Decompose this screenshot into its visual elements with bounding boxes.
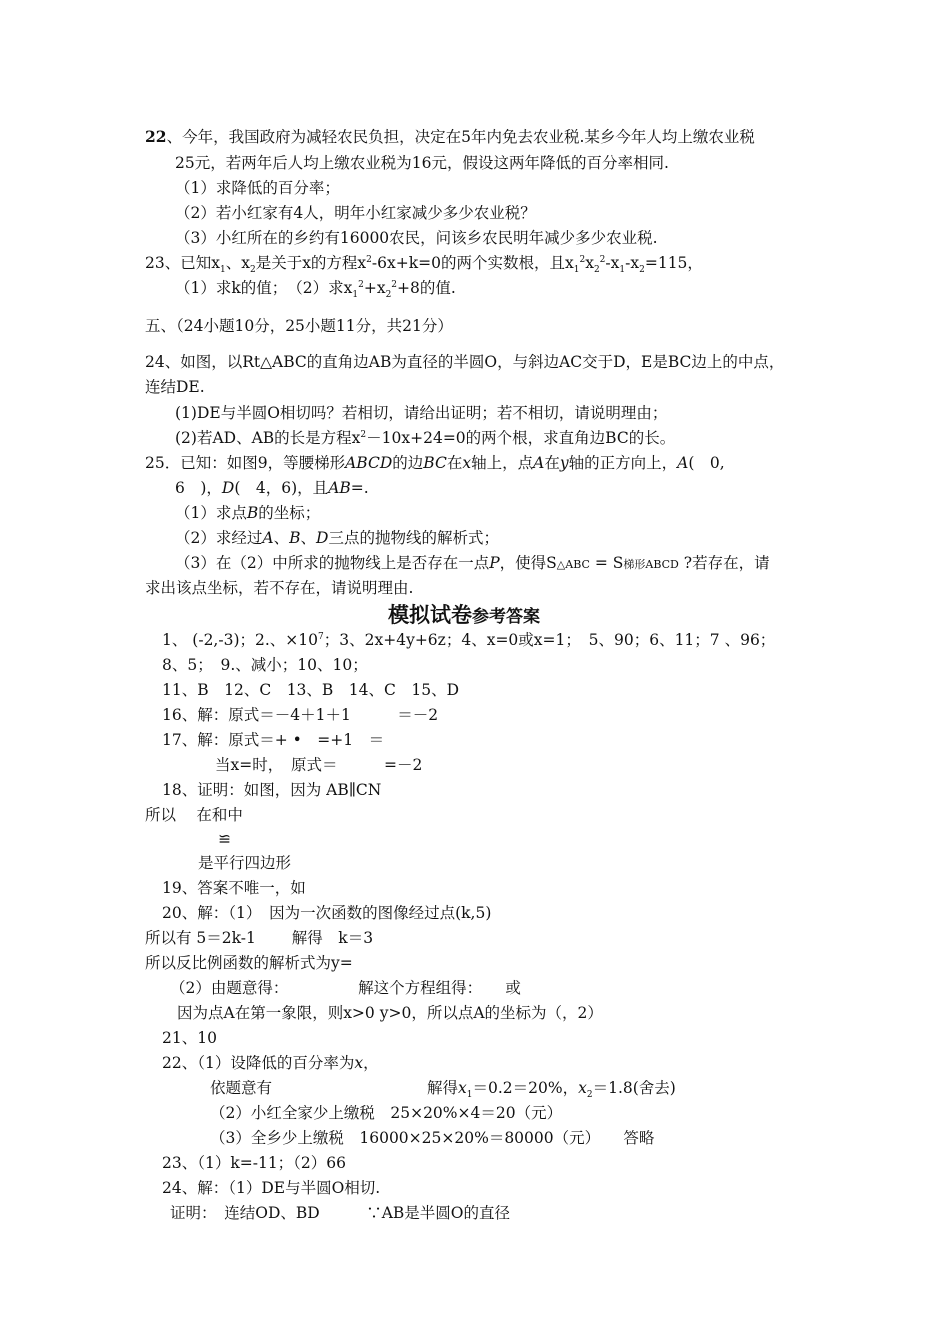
answer-19: 19、答案不唯一，如 bbox=[162, 879, 306, 897]
section-5-header: 五、（24小题10分，25小题11分，共21分） bbox=[145, 317, 453, 335]
answer-20-e: 因为点A在第一象限，则x>0 y>0，所以点A的坐标为（，2） bbox=[177, 1004, 603, 1022]
answer-20-b: 所以有 5＝2k-1 解得 k＝3 bbox=[145, 929, 374, 947]
answer-11-15: 11、B 12、C 13、B 14、C 15、D bbox=[162, 681, 460, 699]
answer-18: 18、证明：如图，因为 AB∥CN bbox=[162, 781, 382, 799]
answer-21: 21、10 bbox=[162, 1029, 217, 1047]
answer-24-b: 证明： 连结OD、BD ∵AB是半圆O的直径 bbox=[170, 1204, 510, 1222]
problem-23-line-2: （1）求k的值； （2）求$x_1^2+x_2^2+8$的值. bbox=[175, 279, 456, 301]
problem-22-number: 22 bbox=[145, 127, 167, 146]
problem-24-question-1: (1)DE与半圆O相切吗？若相切，请给出证明；若不相切，请说明理由； bbox=[175, 404, 668, 422]
answer-18-c: ≌ bbox=[218, 830, 231, 848]
answer-23: 23、（1）k=-11；（2）66 bbox=[162, 1154, 347, 1172]
answer-18-b: 所以 在和中 bbox=[145, 806, 243, 824]
answer-22-d: （3）全乡少上缴税 16000×25×20%＝80000（元） 答略 bbox=[210, 1129, 655, 1147]
answer-1-7: 1、 (-2,-3)；2.、$\times 10^7$；3、2x+4y+6z；4、x=0或x=1； 5、90；6、11；7 、96； bbox=[162, 631, 776, 649]
answer-20-c: 所以反比例函数的解析式为y= bbox=[145, 954, 353, 972]
problem-24-line-1: 24、如图，以Rt△ABC的直角边AB为直径的半圆O，与斜边AC交于D，E是BC边上的中点， bbox=[145, 353, 785, 371]
answer-22-b: 依题意有 解得$x_1=0.2=20\%$，$x_2=1.8$(舍去) bbox=[210, 1079, 676, 1101]
answer-8-10: 8、5； 9.、减小；10、10； bbox=[162, 656, 368, 674]
answer-22: 22、（1）设降低的百分率为x， bbox=[162, 1054, 379, 1072]
problem-25-question-3-cont: 求出该点坐标，若不存在，请说明理由. bbox=[145, 579, 414, 597]
problem-22-line-2: 25元，若两年后人均上缴农业税为16元，假设这两年降低的百分率相同. bbox=[175, 154, 669, 172]
problem-25-line-1: 25．已知：如图9，等腰梯形ABCD的边BC在x轴上，点A在y轴的正方向上，A( 0, bbox=[145, 454, 725, 472]
problem-25-line-2: 6 )，D( 4，6)，且AB=. bbox=[175, 479, 369, 497]
answers-title: 模拟试卷参考答案 bbox=[388, 602, 540, 627]
answer-16: 16、解：原式＝－4＋1＋1 ＝－2 bbox=[162, 706, 439, 724]
answer-24: 24、解：（1）DE与半圆O相切. bbox=[162, 1179, 381, 1197]
answer-18-d: 是平行四边形 bbox=[198, 854, 292, 872]
problem-22-question-1: （1）求降低的百分率； bbox=[175, 179, 340, 197]
problem-25-question-2: （2）求经过A、B、D三点的抛物线的解析式； bbox=[175, 529, 499, 547]
problem-22-line-1: 22、今年，我国政府为减轻农民负担，决定在5年内免去农业税.某乡今年人均上缴农业税 bbox=[145, 127, 755, 146]
problem-25-question-1: （1）求点B的坐标； bbox=[175, 504, 321, 522]
problem-25-question-3: （3）在（2）中所求的抛物线上是否存在一点P，使得S△ABC = S梯形ABCD ?若存在，请 bbox=[175, 554, 770, 572]
problem-22-question-3: （3）小红所在的乡约有16000农民，问该乡农民明年减少多少农业税. bbox=[175, 229, 658, 247]
answer-22-c: （2）小红全家少上缴税 25×20%×4＝20（元） bbox=[210, 1104, 563, 1122]
problem-24-question-2: (2)若AD、AB的长是方程$x^2-10x+24=0$的两个根，求直角边BC的长。 bbox=[175, 429, 676, 447]
problem-22-question-2: （2）若小红家有4人，明年小红家减少多少农业税？ bbox=[175, 204, 536, 222]
answer-17-b: 当x=时， 原式＝ =－2 bbox=[215, 756, 423, 774]
problem-24-line-2: 连结DE. bbox=[145, 378, 205, 396]
answer-20: 20、解：（1） 因为一次函数的图像经过点(k,5) bbox=[162, 904, 492, 922]
answer-20-d: （2）由题意得： 解这个方程组得： 或 bbox=[170, 979, 521, 997]
answer-17: 17、解：原式＝+ • =+1 ＝ bbox=[162, 731, 385, 749]
problem-23-line-1: 23、已知$x_1$、$x_2$是关于x的方程$x^2-6x+k=0$的两个实数根，且$x_1^2x_2^2-x_1-x_2=115$， bbox=[145, 254, 703, 276]
